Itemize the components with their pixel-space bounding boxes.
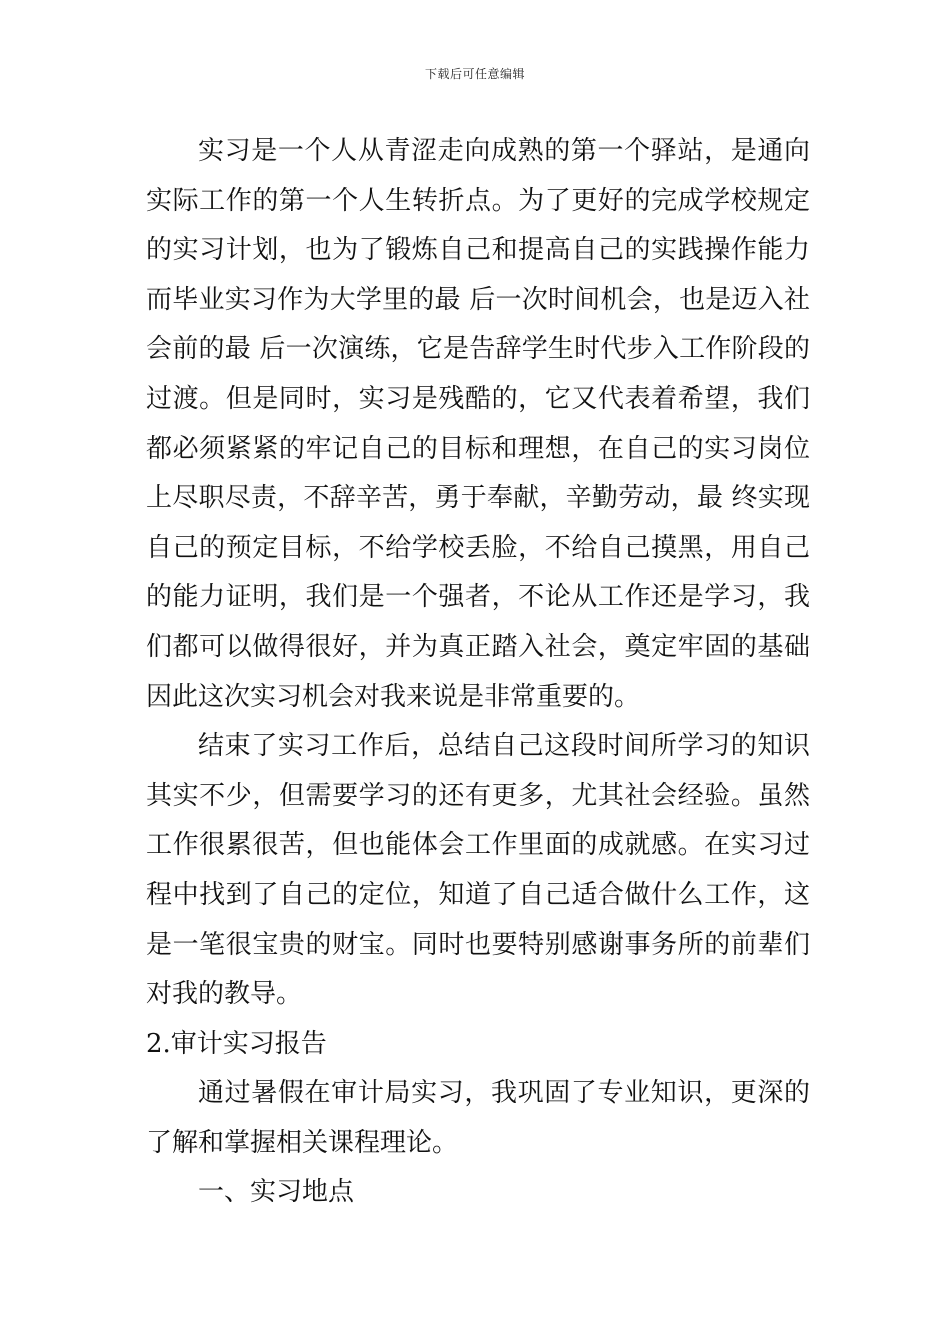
paragraph-internship-intro: 实习是一个人从青涩走向成熟的第一个驿站，是通向实际工作的第一个人生转折点。为了更好的完成学校规定的实习计划，也为了锻炼自己和提高自己的实践操作能力而毕业实习作为大学里的最 后一次时间机会，也是迈入社会前的最 后一次演练，它是告辞学生时代步入工作阶段的过渡。但是同时，实习是残酷的，它又代表着希望，我们都必须紧紧的牢记自己的目标和理想，在自己的实习岗位上尽职尽责，不辞辛苦，勇于奉献，辛勤劳动，最 终实现自己的预定目标，不给学校丢脸，不给自己摸黑，用自己的能力证明，我们是一个强者，不论从工作还是学习，我们都可以做得很好，并为真正踏入社会，奠定牢固的基础因此这次实习机会对我来说是非常重要的。: [146, 136, 810, 712]
section-title-audit-report: 2.审计实习报告: [146, 1028, 327, 1059]
paragraph-audit-report: 通过暑假在审计局实习，我巩固了专业知识，更深的了解和掌握相关课程理论。: [146, 1078, 810, 1158]
page-header-note: 下载后可任意编辑: [424, 67, 525, 81]
subsection-title-location: 一、实习地点: [198, 1177, 355, 1208]
document-body: [146, 127, 810, 1218]
paragraph-internship-summary: 结束了实习工作后，总结自己这段时间所学习的知识其实不少，但需要学习的还有更多，尤其社会经验。虽然工作很累很苦，但也能体会工作里面的成就感。在实习过程中找到了自己的定位，知道了自己适合做什么工作，这是一笔很宝贵的财宝。同时也要特别感谢事务所的前辈们对我的教导。: [146, 731, 810, 1010]
